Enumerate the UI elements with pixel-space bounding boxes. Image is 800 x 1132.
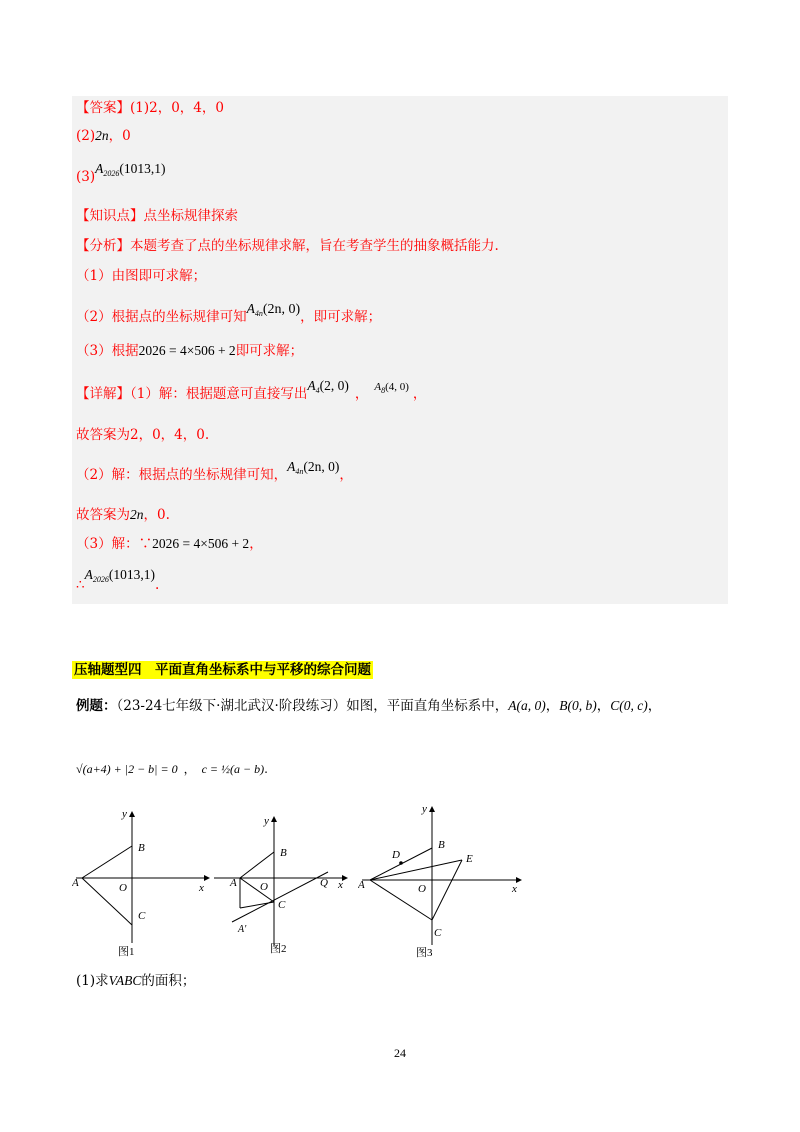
example-condition: √(a+4) + |2 − b| = 0 (76, 762, 178, 776)
fig2-ac (240, 878, 274, 902)
fig1-label-x: x (199, 882, 204, 894)
analysis-p2-prefix: （2）根据点的坐标规律可知 (76, 309, 247, 325)
detail-p3-end: ， (249, 536, 263, 552)
analysis-p2-a: A (246, 301, 255, 316)
detail-p1-math-1 (307, 378, 349, 393)
detail-p2-coord: (2n, 0) (303, 459, 340, 474)
example-c-equation: c = ½(a − b) (201, 762, 265, 776)
detail-p2-math (287, 459, 339, 474)
example-end: . (264, 762, 268, 776)
detail-p3 (76, 535, 263, 553)
detail-p2-answer-prefix: 故答案为 (76, 507, 130, 523)
fig3-label-o: O (418, 883, 426, 895)
detail-p1-a8-coord: (4, 0) (385, 381, 409, 393)
analysis-p2-suffix: ，即可求解； (300, 309, 382, 325)
detail-p2-answer (76, 506, 170, 524)
knowledge-line (76, 207, 238, 225)
analysis-p3-prefix: （3）根据 (76, 343, 139, 359)
example-label: 例题： (76, 698, 117, 714)
question-math: VABC (108, 973, 142, 988)
example-point-a: A(a, 0) (508, 698, 546, 713)
detail-p1-a4: A (307, 378, 316, 393)
answer-2-suffix: ，0 (108, 128, 131, 144)
example-sep-1: ， (545, 698, 560, 714)
fig2-label-y: y (264, 815, 269, 827)
analysis-p3-suffix: 即可求解； (235, 343, 304, 359)
example-line-2 (76, 760, 268, 778)
analysis-p2 (76, 300, 381, 323)
section-title: 压轴题型四 平面直角坐标系中与平移的综合问题 (74, 662, 371, 678)
fig3-label-c: C (434, 927, 442, 939)
fig2-label-c: C (278, 899, 286, 911)
detail-p2-sub: 4n (295, 467, 304, 476)
answer-text-1: (1)2，0，4，0 (130, 100, 224, 116)
example-line-1 (76, 697, 661, 715)
fig1-label-b: B (138, 842, 145, 854)
fig2-label-b: B (280, 847, 287, 859)
analysis-p2-coord: (2n, 0) (262, 302, 301, 317)
fig1-label-c: C (138, 910, 146, 922)
detail-p2-answer-suffix: ，0. (143, 507, 170, 523)
detail-p4-sub: 2026 (92, 575, 109, 584)
answer-3-a: A (95, 161, 104, 176)
fig3-caption: 图3 (416, 947, 433, 959)
question-line (76, 972, 195, 990)
figure-2 (210, 810, 355, 960)
knowledge-tag: 【知识点】 (76, 208, 144, 224)
figure-3 (358, 800, 528, 962)
detail-p2-prefix: （2）解：根据点的坐标规律可知， (76, 467, 288, 483)
detail-tag: 【详解】 (76, 386, 130, 402)
fig3-y-arrow (429, 806, 435, 812)
detail-p1-a8: A (374, 381, 382, 393)
fig2-ab (240, 852, 274, 878)
fig3-ec (432, 860, 462, 920)
example-sep-3: ， (647, 698, 662, 714)
detail-p2-answer-math: 2n (130, 507, 144, 522)
fig3-x-arrow (516, 877, 522, 883)
analysis-p2-sub: 4n (254, 309, 263, 318)
fig1-ab (82, 846, 132, 878)
detail-p1-answer (76, 426, 209, 444)
example-point-c: C(0, c) (610, 698, 648, 713)
fig2-aq-line (232, 872, 328, 922)
example-text: （23-24七年级下·湖北武汉·阶段练习）如图，平面直角坐标系中， (116, 698, 509, 714)
fig3-ae (370, 860, 462, 880)
fig2-label-a: A (230, 877, 237, 889)
detail-p1-prefix: （1）解：根据题意可直接写出 (130, 386, 308, 402)
detail-p3-math: 2026 = 4×506 + 2 (152, 536, 250, 551)
detail-p4-math (85, 567, 155, 582)
detail-p1-end: ， (412, 386, 427, 402)
fig2-caption: 图2 (270, 943, 287, 955)
detail-p4-prefix: ∴ (76, 577, 85, 593)
fig3-label-d: D (392, 849, 400, 861)
page-number: 24 (394, 1046, 406, 1060)
fig2-a-c (240, 902, 274, 908)
detail-p4-coord: (1013,1) (108, 567, 155, 582)
detail-p4 (76, 566, 160, 593)
fig1-y-arrow (129, 811, 135, 817)
detail-p1-answer-text: 故答案为2，0，4，0. (76, 427, 210, 443)
detail-p1-sep: ， (354, 386, 369, 402)
detail-p4-a: A (84, 567, 93, 582)
answer-3-sub: 2026 (103, 169, 120, 178)
analysis-p2-math (247, 301, 301, 316)
answer-line-2 (76, 127, 131, 145)
analysis-p3 (76, 342, 303, 360)
detail-p1-a4-coord: (2, 0) (319, 378, 349, 393)
fig2-label-q: Q (320, 877, 328, 889)
fig1-label-o: O (119, 882, 127, 894)
analysis-p1-text: （1）由图即可求解； (76, 268, 207, 284)
answer-3-math (95, 161, 165, 176)
knowledge-text: 点坐标规律探索 (143, 208, 238, 224)
example-cond-sep: ， (183, 762, 196, 776)
analysis-text: 本题考查了点的坐标规律求解，旨在考查学生的抽象概括能力. (130, 238, 499, 254)
answer-2-prefix: (2) (76, 128, 96, 144)
fig2-label-a-prime: A' (238, 924, 247, 935)
fig2-y-arrow (271, 816, 277, 822)
fig1-label-y: y (122, 808, 127, 820)
fig3-label-a: A (358, 879, 365, 891)
answer-line-1 (76, 99, 224, 117)
analysis-tag: 【分析】 (76, 238, 130, 254)
question-prefix: (1)求 (76, 973, 109, 989)
figure-1 (72, 805, 212, 960)
detail-p4-end: . (154, 577, 160, 593)
detail-p2 (76, 458, 353, 481)
example-point-b: B(0, b) (559, 698, 597, 713)
answer-tag: 【答案】 (76, 100, 130, 116)
detail-p3-prefix: （3）解：∵ (76, 536, 153, 552)
fig1-caption: 图1 (118, 946, 135, 958)
detail-p1-math-2 (374, 381, 409, 393)
answer-3-coord: (1013,1) (119, 161, 166, 176)
analysis-line (76, 237, 499, 255)
detail-p2-end: ， (339, 467, 353, 483)
answer-3-prefix: (3) (76, 169, 96, 185)
fig1-label-a: A (72, 877, 79, 889)
fig2-label-x: x (338, 879, 343, 891)
fig3-label-b: B (438, 839, 445, 851)
detail-p1 (76, 377, 426, 400)
fig3-label-x: x (512, 883, 517, 895)
analysis-p1 (76, 267, 206, 285)
answer-2-math: 2n (95, 128, 109, 143)
example-sep-2: ， (596, 698, 611, 714)
fig3-label-y: y (422, 803, 427, 815)
analysis-p3-math: 2026 = 4×506 + 2 (138, 343, 236, 358)
fig2-label-o: O (260, 881, 268, 893)
fig3-point-d (399, 861, 403, 865)
answer-line-3 (76, 160, 166, 183)
question-suffix: 的面积； (141, 973, 196, 989)
fig3-label-e: E (466, 853, 473, 865)
detail-p1-a4-sub: 4 (315, 386, 320, 395)
detail-p2-a: A (287, 459, 296, 474)
fig2-x-arrow (342, 875, 348, 881)
detail-p1-a8-sub: 8 (381, 386, 386, 395)
